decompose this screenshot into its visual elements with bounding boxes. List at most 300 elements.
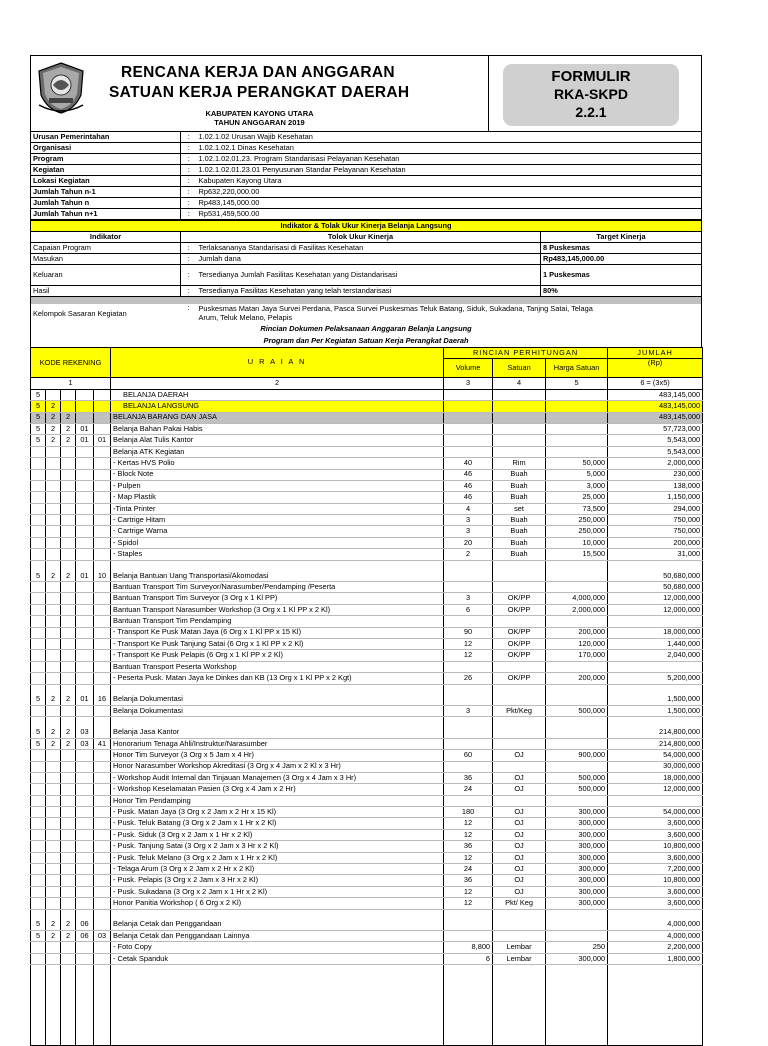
volume-cell bbox=[444, 661, 493, 672]
kode-segment-2 bbox=[46, 526, 61, 537]
blank-cell bbox=[493, 717, 546, 728]
kode-segment-2 bbox=[46, 480, 61, 491]
satuan-cell: OJ bbox=[493, 875, 546, 886]
info-label: Jumlah Tahun n-1 bbox=[31, 187, 181, 198]
kode-segment-3 bbox=[61, 469, 76, 480]
kode-segment-3 bbox=[61, 750, 76, 761]
uraian-cell: - Pulpen bbox=[111, 480, 444, 491]
jumlah-cell: 54,000,000 bbox=[608, 750, 703, 761]
volume-cell: 12 bbox=[444, 638, 493, 649]
kode-segment-4 bbox=[76, 627, 94, 638]
kode-segment-4 bbox=[76, 875, 94, 886]
uraian-cell: BELANJA DAERAH bbox=[111, 389, 444, 400]
budget-row bbox=[31, 886, 703, 897]
volume-cell bbox=[444, 412, 493, 423]
kode-segment-2 bbox=[46, 886, 61, 897]
blank-cell bbox=[31, 717, 46, 728]
kode-segment-2 bbox=[46, 795, 61, 806]
uraian-cell: Belanja Jasa Kantor bbox=[111, 727, 444, 738]
kode-segment-2 bbox=[46, 875, 61, 886]
kode-segment-5 bbox=[94, 412, 111, 423]
blank-cell bbox=[111, 909, 444, 920]
blank-cell bbox=[31, 1035, 46, 1046]
volume-cell: 46 bbox=[444, 492, 493, 503]
kode-segment-4: 03 bbox=[76, 727, 94, 738]
harga-cell bbox=[546, 423, 608, 434]
blank-cell bbox=[46, 717, 61, 728]
kode-segment-3 bbox=[61, 638, 76, 649]
blank-row bbox=[31, 995, 703, 1005]
blank-cell bbox=[111, 975, 444, 985]
blank-cell bbox=[94, 995, 111, 1005]
satuan-cell: Buah bbox=[493, 549, 546, 560]
budget-year: TAHUN ANGGARAN 2019 bbox=[214, 118, 305, 127]
harga-cell: 500,000 bbox=[546, 705, 608, 716]
blank-cell bbox=[31, 1005, 46, 1015]
blank-cell bbox=[61, 975, 76, 985]
jumlah-cell: 7,200,000 bbox=[608, 864, 703, 875]
uraian-cell: Bantuan Transport Tim Surveyor/Narasumber/Pendamping /Peserta bbox=[111, 582, 444, 593]
blank-cell bbox=[444, 1025, 493, 1035]
budget-row bbox=[31, 604, 703, 615]
indicator-target: Rp483,145,000.00 bbox=[541, 254, 702, 265]
blank-cell bbox=[608, 684, 703, 695]
info-separator: : bbox=[187, 164, 190, 174]
blank-cell bbox=[546, 975, 608, 985]
jumlah-cell: 12,000,000 bbox=[608, 604, 703, 615]
kode-segment-3: 2 bbox=[61, 738, 76, 749]
kode-segment-2 bbox=[46, 705, 61, 716]
volume-cell: 40 bbox=[444, 458, 493, 469]
kode-segment-4: 01 bbox=[76, 423, 94, 434]
blank-cell bbox=[76, 995, 94, 1005]
info-value: 1.02.1.02.01.23. Program Standarisasi Pelayanan Kesehatan bbox=[198, 153, 400, 163]
blank-cell bbox=[444, 1005, 493, 1015]
blank-cell bbox=[546, 717, 608, 728]
rincian-title-2: Program dan Per Kegiatan Satuan Kerja Perangkat Daerah bbox=[263, 335, 469, 345]
budget-row bbox=[31, 795, 703, 806]
blank-cell bbox=[94, 1025, 111, 1035]
satuan-cell: Pkt/Keg bbox=[493, 705, 546, 716]
harga-cell: 5,000 bbox=[546, 469, 608, 480]
kode-segment-1 bbox=[31, 638, 46, 649]
harga-cell: 300,000 bbox=[546, 807, 608, 818]
kode-segment-3 bbox=[61, 784, 76, 795]
kode-segment-3 bbox=[61, 616, 76, 627]
kode-segment-4 bbox=[76, 537, 94, 548]
blank-cell bbox=[61, 985, 76, 995]
kode-segment-3 bbox=[61, 515, 76, 526]
info-separator: : bbox=[187, 131, 190, 141]
jumlah-cell: 3,600,000 bbox=[608, 852, 703, 863]
kode-segment-1 bbox=[31, 604, 46, 615]
kode-segment-1 bbox=[31, 942, 46, 953]
kode-segment-5 bbox=[94, 627, 111, 638]
uraian-cell: - Telaga Arum (3 Org x 2 Jam x 2 Hr x 2 Kl) bbox=[111, 864, 444, 875]
harga-cell: 250 bbox=[546, 942, 608, 953]
regional-emblem-icon bbox=[35, 61, 87, 115]
kode-segment-1 bbox=[31, 953, 46, 964]
kode-segment-5 bbox=[94, 480, 111, 491]
blank-cell bbox=[608, 1005, 703, 1015]
info-separator: : bbox=[187, 186, 190, 196]
kode-segment-3 bbox=[61, 537, 76, 548]
kode-segment-2 bbox=[46, 898, 61, 909]
blank-cell bbox=[608, 560, 703, 571]
volume-cell bbox=[444, 446, 493, 457]
document-header bbox=[30, 55, 702, 131]
jumlah-cell: 50,680,000 bbox=[608, 582, 703, 593]
kode-segment-1: 5 bbox=[31, 930, 46, 941]
kode-segment-5 bbox=[94, 616, 111, 627]
kode-segment-1: 5 bbox=[31, 435, 46, 446]
volume-cell: 60 bbox=[444, 750, 493, 761]
info-row bbox=[31, 154, 702, 165]
budget-row bbox=[31, 412, 703, 423]
blank-cell bbox=[76, 985, 94, 995]
kode-segment-2 bbox=[46, 864, 61, 875]
harga-cell: 15,500 bbox=[546, 549, 608, 560]
harga-cell bbox=[546, 930, 608, 941]
kode-segment-3 bbox=[61, 458, 76, 469]
budget-row bbox=[31, 772, 703, 783]
kode-segment-3 bbox=[61, 650, 76, 661]
uraian-cell: - Pusk. Matan Jaya (3 Org x 2 Jam x 2 Hr x 15 Kl) bbox=[111, 807, 444, 818]
kode-segment-3 bbox=[61, 886, 76, 897]
satuan-cell bbox=[493, 930, 546, 941]
kode-segment-3 bbox=[61, 389, 76, 400]
kode-segment-4: 01 bbox=[76, 571, 94, 582]
kode-segment-4 bbox=[76, 650, 94, 661]
rincian-title-1: Rincian Dokumen Pelaksanaan Anggaran Belanja Langsung bbox=[260, 324, 472, 334]
harga-cell bbox=[546, 661, 608, 672]
info-row bbox=[31, 143, 702, 154]
satuan-cell: set bbox=[493, 503, 546, 514]
jumlah-cell: 750,000 bbox=[608, 526, 703, 537]
kode-segment-3 bbox=[61, 795, 76, 806]
satuan-cell bbox=[493, 795, 546, 806]
header-satuan: Satuan bbox=[493, 359, 546, 378]
kode-segment-5 bbox=[94, 898, 111, 909]
kode-segment-5 bbox=[94, 446, 111, 457]
kode-segment-5 bbox=[94, 515, 111, 526]
blank-cell bbox=[493, 975, 546, 985]
uraian-cell: - Pusk. Tanjung Satai (3 Org x 2 Jam x 3 Hr x 2 Kl) bbox=[111, 841, 444, 852]
kode-segment-1 bbox=[31, 818, 46, 829]
jumlah-cell: 3,600,000 bbox=[608, 829, 703, 840]
info-label: Program bbox=[31, 154, 181, 165]
kode-segment-1: 5 bbox=[31, 389, 46, 400]
kode-segment-5 bbox=[94, 604, 111, 615]
budget-row bbox=[31, 469, 703, 480]
kode-segment-5 bbox=[94, 492, 111, 503]
kode-segment-5 bbox=[94, 829, 111, 840]
jumlah-cell: 3,600,000 bbox=[608, 818, 703, 829]
kode-segment-2 bbox=[46, 829, 61, 840]
indicator-separator: : bbox=[181, 286, 197, 297]
kode-segment-3: 2 bbox=[61, 423, 76, 434]
harga-cell: 300,000 bbox=[546, 818, 608, 829]
kode-segment-1 bbox=[31, 480, 46, 491]
kode-segment-4 bbox=[76, 942, 94, 953]
uraian-cell: - Spidol bbox=[111, 537, 444, 548]
kode-segment-1: 5 bbox=[31, 738, 46, 749]
kode-segment-4: 06 bbox=[76, 930, 94, 941]
budget-row bbox=[31, 582, 703, 593]
indicator-tolok: Jumlah dana bbox=[197, 254, 541, 265]
blank-cell bbox=[546, 995, 608, 1005]
uraian-cell: Bantuan Transport Peserta Workshop bbox=[111, 661, 444, 672]
jumlah-cell: 750,000 bbox=[608, 515, 703, 526]
volume-cell: 180 bbox=[444, 807, 493, 818]
indicator-row bbox=[31, 243, 702, 254]
blank-cell bbox=[76, 717, 94, 728]
blank-cell bbox=[444, 995, 493, 1005]
kode-segment-5 bbox=[94, 638, 111, 649]
volume-cell: 6 bbox=[444, 604, 493, 615]
blank-cell bbox=[608, 975, 703, 985]
info-row bbox=[31, 165, 702, 176]
jumlah-cell bbox=[608, 661, 703, 672]
jumlah-cell: 1,150,000 bbox=[608, 492, 703, 503]
kode-segment-1: 5 bbox=[31, 727, 46, 738]
blank-row bbox=[31, 985, 703, 995]
satuan-cell: Buah bbox=[493, 492, 546, 503]
budget-row bbox=[31, 389, 703, 400]
blank-cell bbox=[46, 985, 61, 995]
harga-cell: 300,000 bbox=[546, 852, 608, 863]
blank-cell bbox=[46, 1005, 61, 1015]
kode-segment-2: 2 bbox=[46, 727, 61, 738]
blank-cell bbox=[31, 1025, 46, 1035]
kode-segment-4 bbox=[76, 549, 94, 560]
blank-cell bbox=[493, 995, 546, 1005]
kode-segment-4 bbox=[76, 841, 94, 852]
jumlah-cell: 12,000,000 bbox=[608, 784, 703, 795]
header-uraian: U R A I A N bbox=[111, 348, 444, 378]
blank-cell bbox=[608, 1025, 703, 1035]
kode-segment-4 bbox=[76, 818, 94, 829]
form-number: 2.2.1 bbox=[575, 104, 607, 120]
budget-row bbox=[31, 852, 703, 863]
blank-cell bbox=[444, 684, 493, 695]
satuan-cell: Buah bbox=[493, 537, 546, 548]
blank-cell bbox=[546, 985, 608, 995]
satuan-cell: Lembar bbox=[493, 953, 546, 964]
kode-segment-3 bbox=[61, 818, 76, 829]
blank-cell bbox=[608, 985, 703, 995]
kode-segment-1 bbox=[31, 458, 46, 469]
blank-cell bbox=[94, 975, 111, 985]
volume-cell bbox=[444, 727, 493, 738]
indicator-tolok: Tersedianya Jumlah Fasilitas Kesehatan yang Distandarisasi bbox=[197, 265, 541, 286]
uraian-cell: Belanja Dokumentasi bbox=[111, 695, 444, 706]
kode-segment-3 bbox=[61, 446, 76, 457]
blank-cell bbox=[111, 965, 444, 976]
colnum-5: 5 bbox=[546, 378, 608, 389]
budget-row bbox=[31, 526, 703, 537]
blank-cell bbox=[46, 975, 61, 985]
blank-cell bbox=[111, 717, 444, 728]
kode-segment-2 bbox=[46, 784, 61, 795]
uraian-cell: - Cartrige Hitam bbox=[111, 515, 444, 526]
volume-cell: 3 bbox=[444, 515, 493, 526]
jumlah-cell: 57,723,000 bbox=[608, 423, 703, 434]
blank-cell bbox=[94, 684, 111, 695]
kode-segment-5 bbox=[94, 389, 111, 400]
harga-cell: 50,000 bbox=[546, 458, 608, 469]
budget-row bbox=[31, 738, 703, 749]
harga-cell: 25,000 bbox=[546, 492, 608, 503]
volume-cell: 4 bbox=[444, 503, 493, 514]
kode-segment-2 bbox=[46, 389, 61, 400]
uraian-cell: - Transport Ke Pusk Tanjung Satai (6 Org x 1 Kl PP x 2 Kl) bbox=[111, 638, 444, 649]
kode-segment-1 bbox=[31, 673, 46, 684]
blank-cell bbox=[31, 965, 46, 976]
satuan-cell bbox=[493, 695, 546, 706]
kode-segment-3 bbox=[61, 898, 76, 909]
sasaran-value: Puskesmas Matan Jaya Survei Perdana, Pasca Survei Puskesmas Teluk Batang, Siduk, Sukadana, Tanjng Satai, Telaga Arum, Teluk Melano, Pelapis bbox=[198, 304, 593, 322]
satuan-cell bbox=[493, 738, 546, 749]
kode-segment-4 bbox=[76, 829, 94, 840]
volume-cell: 2 bbox=[444, 549, 493, 560]
kode-segment-4 bbox=[76, 412, 94, 423]
harga-cell: 170,000 bbox=[546, 650, 608, 661]
kode-segment-3: 2 bbox=[61, 695, 76, 706]
uraian-cell: - Workshop Audit Internal dan Tinjauan Manajemen (3 Org x 4 Jam x 3 Hr) bbox=[111, 772, 444, 783]
blank-cell bbox=[546, 1005, 608, 1015]
header-volume: Volume bbox=[444, 359, 493, 378]
jumlah-cell: 483,145,000 bbox=[608, 389, 703, 400]
harga-cell: 300,000 bbox=[546, 841, 608, 852]
uraian-cell: - Transport Ke Pusk Pelapis (6 Org x 1 Kl PP x 2 Kl) bbox=[111, 650, 444, 661]
indicator-tolok: Tersedianya Fasilitas Kesehatan yang telah terstandarisasi bbox=[197, 286, 541, 297]
header-rincian: RINCIAN PERHITUNGAN bbox=[444, 348, 608, 359]
harga-cell: 300,000 bbox=[546, 886, 608, 897]
kode-segment-5 bbox=[94, 593, 111, 604]
harga-cell: 300,000 bbox=[546, 829, 608, 840]
info-row bbox=[31, 198, 702, 209]
jumlah-cell: 12,000,000 bbox=[608, 593, 703, 604]
kode-segment-1 bbox=[31, 875, 46, 886]
jumlah-cell: 483,145,000 bbox=[608, 401, 703, 412]
kode-segment-3: 2 bbox=[61, 571, 76, 582]
kode-segment-5 bbox=[94, 920, 111, 931]
harga-cell bbox=[546, 920, 608, 931]
kode-segment-4: 01 bbox=[76, 435, 94, 446]
harga-cell bbox=[546, 412, 608, 423]
kode-segment-3 bbox=[61, 864, 76, 875]
kode-segment-5 bbox=[94, 841, 111, 852]
kode-segment-5 bbox=[94, 750, 111, 761]
blank-row bbox=[31, 975, 703, 985]
budget-row bbox=[31, 638, 703, 649]
volume-cell: 12 bbox=[444, 886, 493, 897]
kode-segment-3: 2 bbox=[61, 435, 76, 446]
volume-cell: 12 bbox=[444, 852, 493, 863]
jumlah-cell: 31,000 bbox=[608, 549, 703, 560]
blank-cell bbox=[493, 1025, 546, 1035]
satuan-cell bbox=[493, 412, 546, 423]
kode-segment-1 bbox=[31, 772, 46, 783]
indicator-title: Indikator & Tolak Ukur Kinerja Belanja Langsung bbox=[31, 221, 702, 232]
satuan-cell: OJ bbox=[493, 818, 546, 829]
blank-cell bbox=[111, 985, 444, 995]
blank-cell bbox=[444, 975, 493, 985]
indicator-tolok: Terlaksananya Standarisasi di Fasilitas Kesehatan bbox=[197, 243, 541, 254]
blank-cell bbox=[61, 717, 76, 728]
volume-cell bbox=[444, 435, 493, 446]
harga-cell: 500,000 bbox=[546, 784, 608, 795]
satuan-cell bbox=[493, 920, 546, 931]
kode-segment-5 bbox=[94, 886, 111, 897]
jumlah-cell: 50,680,000 bbox=[608, 571, 703, 582]
kode-segment-5 bbox=[94, 423, 111, 434]
blank-cell bbox=[46, 1035, 61, 1046]
kode-segment-3 bbox=[61, 852, 76, 863]
satuan-cell bbox=[493, 727, 546, 738]
volume-cell bbox=[444, 795, 493, 806]
form-type: RKA-SKPD bbox=[554, 86, 628, 102]
uraian-cell: - Peserta Pusk. Matan Jaya ke Dinkes dan KB (13 Org x 1 Kl PP x 2 Kgt) bbox=[111, 673, 444, 684]
kode-segment-5 bbox=[94, 705, 111, 716]
kode-segment-3 bbox=[61, 953, 76, 964]
budget-row bbox=[31, 435, 703, 446]
blank-cell bbox=[444, 909, 493, 920]
blank-cell bbox=[46, 1025, 61, 1035]
jumlah-cell: 1,500,000 bbox=[608, 705, 703, 716]
blank-cell bbox=[608, 965, 703, 976]
volume-cell: 24 bbox=[444, 784, 493, 795]
harga-cell: 300,000 bbox=[546, 953, 608, 964]
satuan-cell bbox=[493, 446, 546, 457]
jumlah-cell: 1,440,000 bbox=[608, 638, 703, 649]
blank-cell bbox=[444, 717, 493, 728]
info-separator: : bbox=[187, 142, 190, 152]
budget-row bbox=[31, 875, 703, 886]
kode-segment-1: 5 bbox=[31, 423, 46, 434]
kode-segment-1 bbox=[31, 864, 46, 875]
kode-segment-1 bbox=[31, 593, 46, 604]
blank-cell bbox=[76, 965, 94, 976]
kode-segment-4 bbox=[76, 582, 94, 593]
uraian-cell: Bantuan Transport Tim Pendamping bbox=[111, 616, 444, 627]
blank-cell bbox=[61, 1005, 76, 1015]
kode-segment-1 bbox=[31, 898, 46, 909]
uraian-cell: Honor Panitia Workshop ( 6 Org x 2 Kl) bbox=[111, 898, 444, 909]
kode-segment-1: 5 bbox=[31, 412, 46, 423]
kode-segment-2 bbox=[46, 593, 61, 604]
blank-cell bbox=[111, 560, 444, 571]
jumlah-cell: 18,000,000 bbox=[608, 627, 703, 638]
kode-segment-5 bbox=[94, 852, 111, 863]
kode-segment-1 bbox=[31, 841, 46, 852]
jumlah-cell: 54,000,000 bbox=[608, 807, 703, 818]
budget-row bbox=[31, 818, 703, 829]
blank-cell bbox=[94, 1035, 111, 1046]
budget-row bbox=[31, 829, 703, 840]
indicator-separator: : bbox=[181, 254, 197, 265]
header-rp: (Rp) bbox=[608, 359, 703, 378]
blank-cell bbox=[493, 560, 546, 571]
blank-cell bbox=[493, 1035, 546, 1046]
blank-cell bbox=[608, 909, 703, 920]
kode-segment-5 bbox=[94, 784, 111, 795]
kode-segment-3 bbox=[61, 401, 76, 412]
satuan-cell: OK/PP bbox=[493, 650, 546, 661]
kode-segment-3 bbox=[61, 526, 76, 537]
indicator-target: 8 Puskesmas bbox=[541, 243, 702, 254]
